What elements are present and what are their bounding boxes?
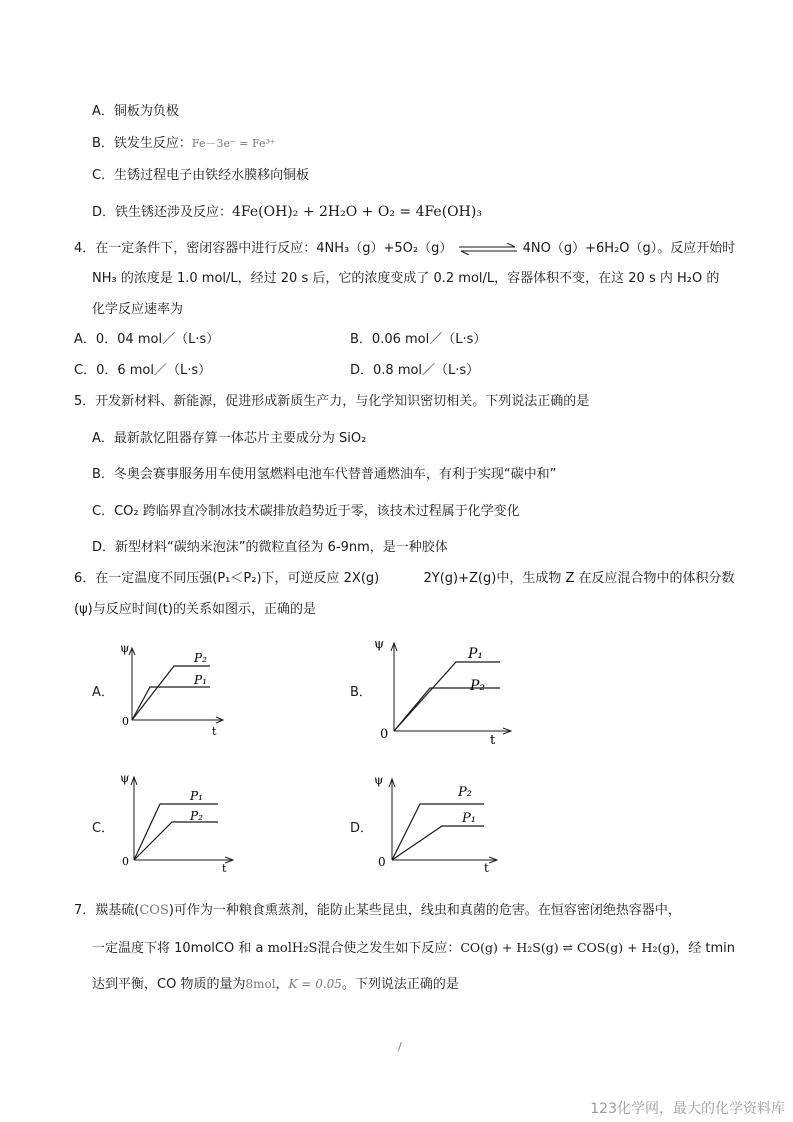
q5-stem: 5．开发新材料、新能源，促进形成新质生产力，与化学知识密切相关。下列说法正确的是	[74, 394, 590, 409]
q7-formula-cos: COS	[139, 903, 169, 918]
q7-stem-part2: )可作为一种粮食熏蒸剂，能防止某些昆虫，线虫和真菌的危害。在恒容密闭绝热容器中，	[168, 903, 681, 918]
q4-stem-line2: NH₃ 的浓度是 1.0 mol/L，经过 20 s 后，它的浓度变成了 0.2 mol/L，容器体积不变，在这 20 s 内 H₂O 的	[92, 271, 720, 286]
q6-graph-a-upper-label: P₂	[194, 651, 207, 665]
q4-stem-line3: 化学反应速率为	[92, 302, 184, 317]
q4-stem-part1: 4．在一定条件下，密闭容器中进行反应：4NH₃（g）+5O₂（g）	[74, 241, 453, 256]
q6-option-a-label: A．	[92, 685, 114, 700]
footer-watermark: 123化学网，最大的化学资料库	[590, 1101, 785, 1117]
q6-stem-line2: (ψ)与反应时间(t)的关系如图示，正确的是	[74, 602, 316, 617]
q7-value-mol: 8mol	[245, 977, 276, 991]
equilibrium-arrow-icon	[457, 243, 519, 255]
q3-option-a: A．铜板为负极	[92, 104, 179, 119]
q6-stem-part2: 2Y(g)+Z(g)中，生成物 Z 在反应混合物中的体积分数	[423, 571, 735, 586]
q6-graph-b-y-label: ψ	[374, 637, 385, 652]
q7-value-k: K = 0.05	[288, 977, 342, 991]
q6-graph-b-upper-label: P₁	[468, 646, 484, 662]
q6-graph-d-lower-label: P₁	[462, 811, 476, 826]
q7-stem-line2-part3: ，经 tmin	[675, 941, 735, 956]
q3-option-b-label: B．铁发生反应：	[92, 136, 192, 151]
q6-graph-a-origin: 0	[122, 715, 129, 728]
q6-option-c-label: C．	[92, 821, 115, 836]
q3-option-d	[92, 203, 482, 222]
q6-graph-a-curve-lower	[132, 687, 210, 720]
q4-option-c: C．0．6 mol／（L·s）	[74, 363, 212, 378]
q3-option-b-formula: Fe－3e⁻ = Fe³⁺	[191, 137, 276, 150]
q6-graph-b-curve-lower	[394, 688, 500, 731]
q5-option-c: C．CO₂ 跨临界直冷制冰技术碳排放趋势近于零，该技术过程属于化学变化	[92, 504, 520, 519]
q6-graph-c	[118, 768, 238, 872]
q7-stem-line3-sep: ，	[275, 977, 289, 992]
q4-stem-part2: 4NO（g）+6H₂O（g）。反应开始时	[522, 241, 736, 256]
q3-option-d-label: D．铁生锈还涉及反应：	[92, 205, 233, 220]
q6-graph-b	[372, 634, 522, 746]
q6-graph-d-origin: 0	[378, 855, 386, 869]
q7-stem-line2-part2: 混合使之发生如下反应：	[317, 941, 461, 956]
q3-option-d-formula: 4Fe(OH)₂ + 2H₂O + O₂ = 4Fe(OH)₃	[232, 204, 482, 220]
q4-option-b: B．0.06 mol／（L·s）	[350, 332, 487, 347]
q4-option-d: D．0.8 mol／（L·s）	[350, 363, 480, 378]
q6-option-d-label: D．	[350, 821, 374, 836]
q6-graph-b-lower-label: P₂	[470, 678, 486, 694]
q7-stem-line3	[92, 975, 459, 994]
q7-stem-line3-part2: 。下列说法正确的是	[341, 977, 459, 992]
q4-option-a: A．0．04 mol／（L·s）	[74, 332, 220, 347]
q5-option-a: A．最新款忆阻器存算一体芯片主要成分为 SiO₂	[92, 431, 367, 446]
q7-reaction-equation: CO(g) + H₂S(g) ⇌ COS(g) + H₂(g)	[460, 940, 676, 955]
q3-option-c: C．生锈过程电子由铁经水膜移向铜板	[92, 168, 310, 183]
q6-graph-a-x-label: t	[212, 725, 217, 736]
q6-graph-b-curve-upper	[394, 662, 500, 731]
q6-graph-d-x-label: t	[484, 861, 489, 874]
q3-option-b	[92, 135, 276, 153]
q6-graph-c-curve-upper	[134, 804, 218, 860]
q6-graph-c-y-label: ψ	[120, 771, 130, 785]
q6-graph-a-lower-label: P₁	[194, 673, 207, 687]
q6-stem-line1	[74, 570, 735, 588]
q6-graph-c-origin: 0	[122, 855, 129, 868]
q6-graph-c-upper-label: P₁	[190, 789, 203, 803]
q6-graph-c-curve-lower	[134, 822, 218, 860]
q7-formula-h2s: molH₂S	[267, 941, 318, 956]
q4-stem-line1	[74, 240, 735, 258]
q6-graph-b-x-label: t	[490, 733, 496, 746]
q6-graph-c-x-label: t	[222, 862, 227, 872]
q5-option-d: D．新型材料“碳纳米泡沫”的微粒直径为 6-9nm，是一种胶体	[92, 540, 448, 555]
q6-graph-a	[118, 640, 228, 736]
q7-stem-part1: 7．羰基硫(	[74, 903, 140, 918]
q6-stem-part1: 6．在一定温度不同压强(P₁＜P₂)下，可逆反应 2X(g)	[74, 571, 380, 586]
q7-stem-line1	[74, 902, 681, 920]
q6-graph-c-lower-label: P₂	[190, 809, 203, 823]
q5-option-b: B．冬奥会赛事服务用车使用氢燃料电池车代替普通燃油车，有利于实现“碳中和”	[92, 467, 557, 482]
q6-graph-d-upper-label: P₂	[458, 785, 472, 800]
q6-graph-b-origin: 0	[380, 727, 389, 742]
q6-graph-a-y-label: ψ	[120, 641, 130, 655]
q6-option-b-label: B．	[350, 685, 372, 700]
q7-stem-line3-part1: 达到平衡，CO 物质的量为	[92, 977, 246, 992]
q7-stem-line2-part1: 一定温度下将 10molCO 和 a	[92, 941, 268, 956]
page-mark: /	[398, 1040, 402, 1053]
q6-graph-d-y-label: ψ	[374, 773, 384, 787]
q6-graph-d	[372, 770, 504, 874]
q7-stem-line2	[92, 939, 735, 958]
